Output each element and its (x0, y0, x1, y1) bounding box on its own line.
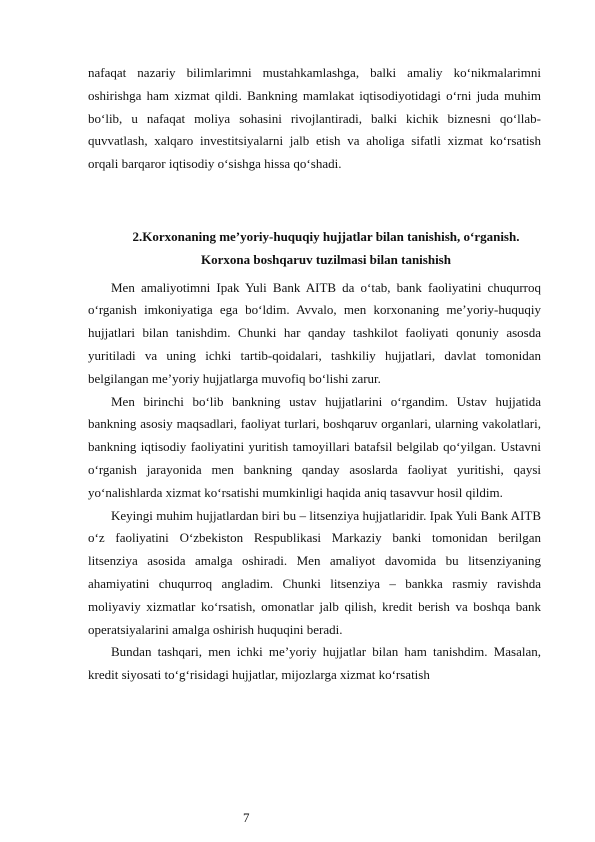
section-heading-line-2: Korxona boshqaruv tuzilmasi bilan tanishish (201, 251, 451, 267)
page-number: 7 (243, 810, 250, 825)
paragraph-internal-documents: Bundan tashqari, men ichki me’yoriy hujjatlar bilan ham tanishdim. Masalan, kredit siyosati to‘g‘risidagi hujjatlar, mijozlarga xizmat ko‘rsatish (88, 644, 541, 683)
paragraph-charter-documents: Men birinchi bo‘lib bankning ustav hujjatlarini o‘rgandim. Ustav hujjatida bankning asosiy maqsadlari, faoliyat turlari, boshqaruv organlari, ularning vakolatlari, bankning iqtisodiy faoliyatini yuritish tamoyillari batafsil belgilab qo‘yilgan. Ustavni o‘rganish jarayonida men bankning qanday asoslarda faoliyat yuritishi, qaysi yo‘nalishlarda xizmat ko‘rsatishi mumkinligi haqida aniq tasavvur hosil qildim. (88, 393, 541, 500)
section-heading-line-1: 2.Korxonaning me’yoriy-huquqiy hujjatlar bilan tanishish, o‘rganish. (132, 228, 520, 244)
section-heading (88, 226, 541, 272)
paragraph-intro-continued: nafaqat nazariy bilimlarimni mustahkamlashga, balki amaliy ko‘nikmalarimni oshirishga ham xizmat qildi. Bankning mamlakat iqtisodiyotidagi o‘rni juda muhim bo‘lib, u nafaqat moliya sohasini rivojlantiradi, balki kichik biznesni qo‘llab-quvvatlash, xalqaro investitsiyalarni jalb etish va aholiga sifatli xizmat ko‘rsatish orqali barqaror iqtisodiy o‘sishga hissa qo‘shadi. (88, 65, 541, 172)
paragraph-practice-intro: Men amaliyotimni Ipak Yuli Bank AITB da o‘tab, bank faoliyatini chuqurroq o‘rganish imkoniyatiga ega bo‘ldim. Avvalo, men korxonaning me’yoriy-huquqiy hujjatlari bilan tanishdim. Chunki har qanday tashkilot faoliyati qonuniy asosda yuritiladi va uning ichki tartib-qoidalari, tashkiliy hujjatlari, davlat tomonidan belgilangan me’yoriy hujjatlarga muvofiq bo‘lishi zarur. (88, 279, 541, 386)
paragraph-license-documents: Keyingi muhim hujjatlardan biri bu – litsenziya hujjatlaridir. Ipak Yuli Bank AITB o‘z faoliyatini O‘zbekiston Respublikasi Markaziy banki tomonidan berilgan litsenziya asosida amalga oshiradi. Men amaliyot davomida bu litsenziyaning ahamiyatini chuqurroq angladim. Chunki litsenziya – bankka rasmiy ravishda moliyaviy xizmatlar ko‘rsatish, omonatlar jalb qilish, kredit berish va boshqa bank operatsiyalarini amalga oshirish huquqini beradi. (88, 507, 541, 637)
document-page (88, 62, 541, 687)
